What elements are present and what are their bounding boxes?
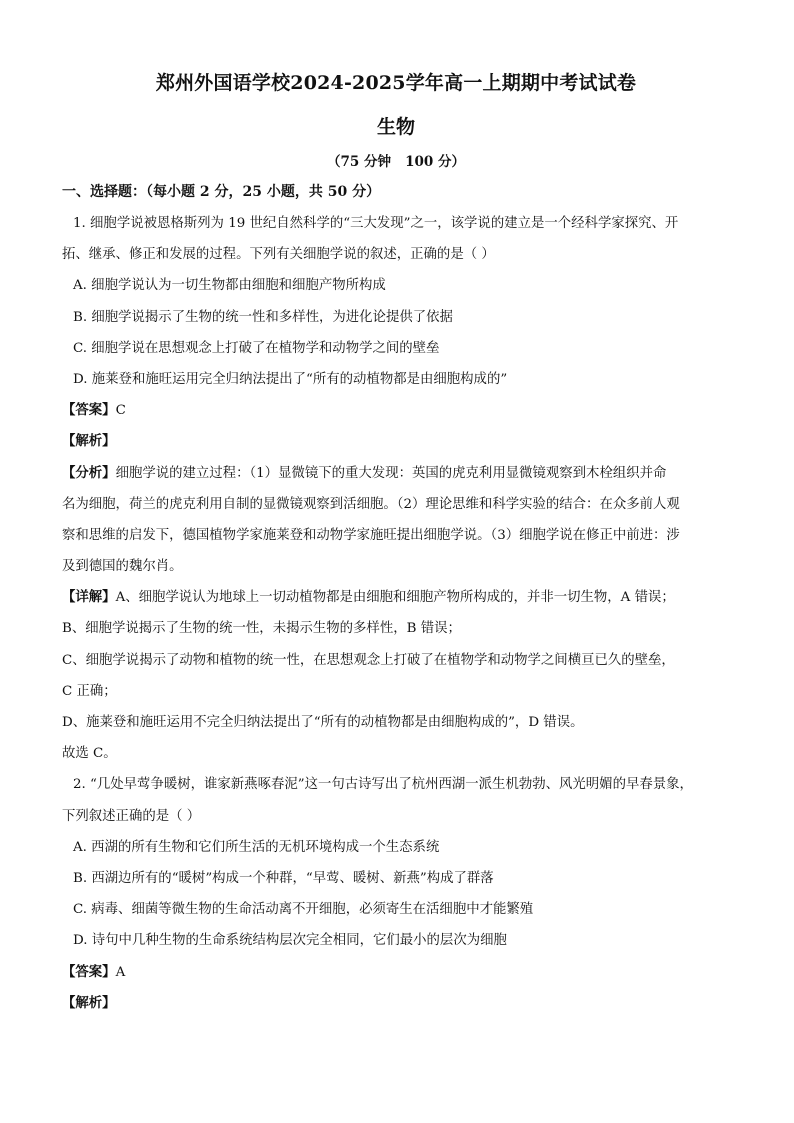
exam-subject: 生物 (376, 116, 415, 138)
q1-answer-value: C (115, 403, 126, 419)
q2-answer-value: A (115, 964, 126, 980)
q1-option-a: A. 细胞学说认为一切生物都由细胞和细胞产物所构成 (73, 278, 386, 294)
q1-fenxi-line-4: 及到德国的魏尔肖。 (62, 559, 183, 575)
q2-option-a: A. 西湖的所有生物和它们所生活的无机环境构成一个生态系统 (73, 839, 440, 855)
exam-title: 郑州外国语学校2024-2025学年高一上期期中考试试卷 (155, 72, 637, 94)
q1-conclusion: 故选 C。 (62, 746, 117, 762)
q1-fenxi-line-3: 察和思维的启发下，德国植物学家施莱登和动物学家施旺提出细胞学说。（3）细胞学说在修正中前进：涉 (62, 527, 680, 543)
q1-answer (62, 395, 722, 426)
q1-fenxi-line-1 (62, 458, 722, 489)
q1-xiangjie-a (62, 582, 722, 613)
q1-fenxi-text-1: 细胞学说的建立过程：（1）显微镜下的重大发现：英国的虎克利用显微镜观察到木栓组织并命 (115, 465, 667, 481)
q1-stem-line-1: 1. 细胞学说被恩格斯列为 19 世纪自然科学的“三大发现”之一，该学说的建立是一个经科学家探究、开 (73, 216, 679, 231)
q2-answer (62, 957, 722, 988)
q1-xiangjie-a-text: A、细胞学说认为地球上一切动植物都是由细胞和细胞产物所构成的，并非一切生物，A 错误； (115, 590, 675, 606)
q2-answer-tag: 【答案】 (62, 963, 116, 980)
section-heading: 一、选择题：（每小题 2 分，25 小题，共 50 分） (62, 184, 381, 200)
q1-xiangjie-b: B、细胞学说揭示了生物的统一性，未揭示生物的多样性，B 错误； (62, 621, 461, 637)
q1-xiangjie-c-line-1: C、细胞学说揭示了动物和植物的统一性，在思想观念上打破了在植物学和动物学之间横亘已久的壁垒， (62, 652, 675, 668)
q2-analysis-tag: 【解析】 (62, 994, 116, 1011)
q2-stem-line-2: 下列叙述正确的是（ ） (62, 808, 201, 824)
question-content (62, 208, 722, 1019)
q1-xiangjie-d: D、施莱登和施旺运用不完全归纳法提出了“所有的动植物都是由细胞构成的”，D 错误。 (62, 715, 584, 730)
q1-fenxi-tag: 【分析】 (62, 464, 116, 481)
q1-option-b: B. 细胞学说揭示了生物的统一性和多样性，为进化论提供了依据 (73, 309, 453, 325)
q1-xiangjie-c-line-2: C 正确； (62, 683, 117, 699)
q1-answer-tag: 【答案】 (62, 402, 116, 419)
q1-option-c: C. 细胞学说在思想观念上打破了在植物学和动物学之间的壁垒 (73, 340, 440, 356)
q2-option-b: B. 西湖边所有的“暖树”构成一个种群，“早莺、暖树、新燕”构成了群落 (73, 870, 494, 886)
exam-duration-score: （75 分钟 100 分） (327, 154, 465, 170)
q1-stem-line-2: 拓、继承、修正和发展的过程。下列有关细胞学说的叙述，正确的是（ ） (62, 247, 495, 263)
q2-option-c: C. 病毒、细菌等微生物的生命活动离不开细胞，必须寄生在活细胞中才能繁殖 (73, 902, 534, 918)
q1-fenxi-line-2: 名为细胞，荷兰的虎克利用自制的显微镜观察到活细胞。（2）理论思维和科学实验的结合：在众多前人观 (62, 496, 680, 512)
q2-stem-line-1: 2. “几处早莺争暖树，谁家新燕啄春泥”这一句古诗写出了杭州西湖一派生机勃勃、风光明媚的早春景象， (73, 777, 693, 793)
q1-xiangjie-tag: 【详解】 (62, 589, 116, 606)
q2-option-d: D. 诗句中几种生物的生命系统结构层次完全相同，它们最小的层次为细胞 (73, 933, 507, 949)
q1-option-d: D. 施莱登和施旺运用完全归纳法提出了“所有的动植物都是由细胞构成的” (73, 371, 508, 387)
q1-analysis-tag: 【解析】 (62, 433, 116, 450)
